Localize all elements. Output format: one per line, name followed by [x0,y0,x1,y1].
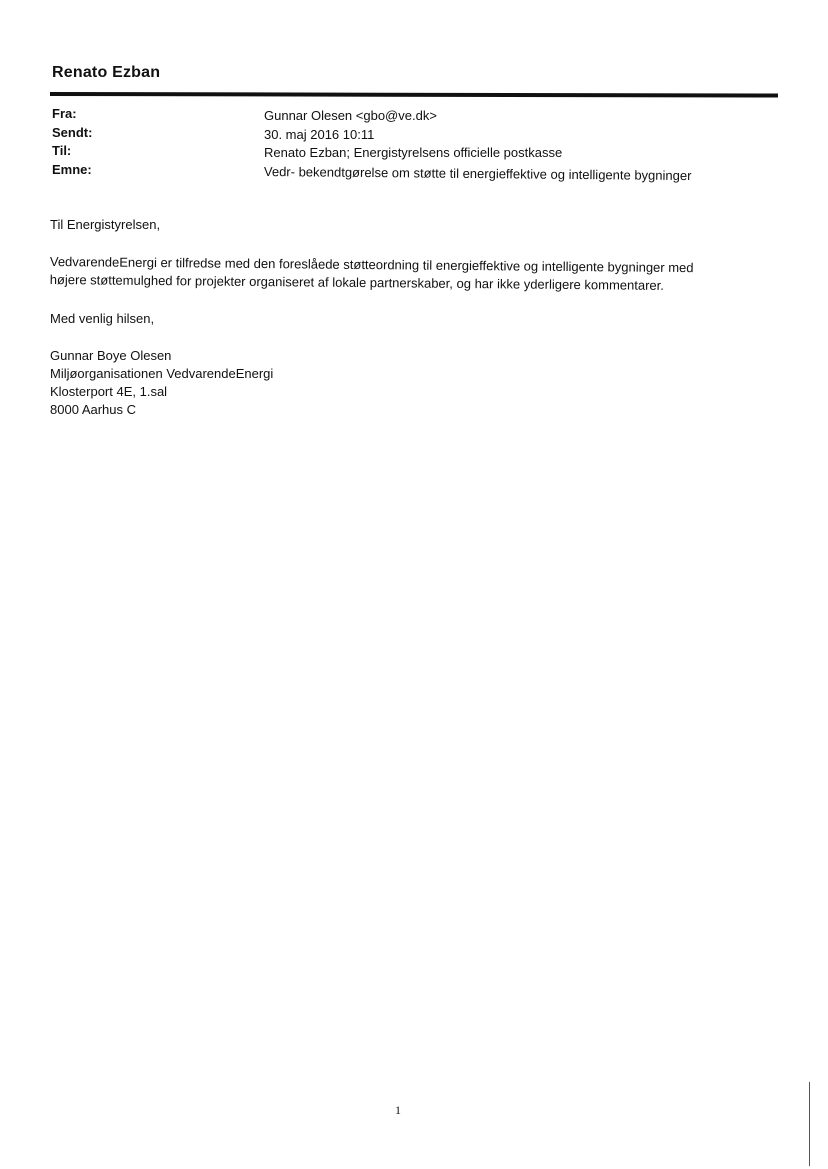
header-row-sent [52,125,752,144]
title-divider [50,92,778,98]
subject-label: Emne: [52,161,92,177]
signature-block [50,347,273,419]
signature-name: Gunnar Boye Olesen [50,348,172,363]
body-paragraph [50,253,694,295]
sent-value: 30. maj 2016 10:11 [264,126,375,142]
header-row-from [52,106,752,125]
from-value: Gunnar Olesen <gbo@ve.dk> [264,108,437,123]
paragraph-line-1: VedvarendeEnergi er tilfredse med den foreslåede støtteordning til energieffektive og intelligente bygninger med [49,253,694,276]
subject-value: Vedr- bekendtgørelse om støtte til energieffektive og intelligente bygninger [263,163,692,183]
signature-address-line-2: 8000 Aarhus C [50,402,137,417]
greeting: Til Energistyrelsen, [50,217,161,232]
header-row-subject [52,162,752,181]
from-label: Fra: [52,106,77,121]
page-number: 1 [395,1103,401,1117]
paragraph-line-2: højere støttemulghed for projekter organiseret af lokale partnerskaber, og har ikke yderligere kommentarer. [49,271,664,293]
signature-address-line-1: Klosterport 4E, 1.sal [50,384,168,399]
to-label: Til: [52,143,72,158]
scan-edge-line [809,1082,810,1166]
closing: Med venlig hilsen, [50,311,155,326]
page-title: Renato Ezban [52,64,161,81]
signature-organization: Miljøorganisationen VedvarendeEnergi [50,366,274,381]
to-value: Renato Ezban; Energistyrelsens officielle postkasse [264,145,563,160]
sent-label: Sendt: [52,124,93,140]
email-header [52,106,752,183]
header-row-to [52,143,752,162]
